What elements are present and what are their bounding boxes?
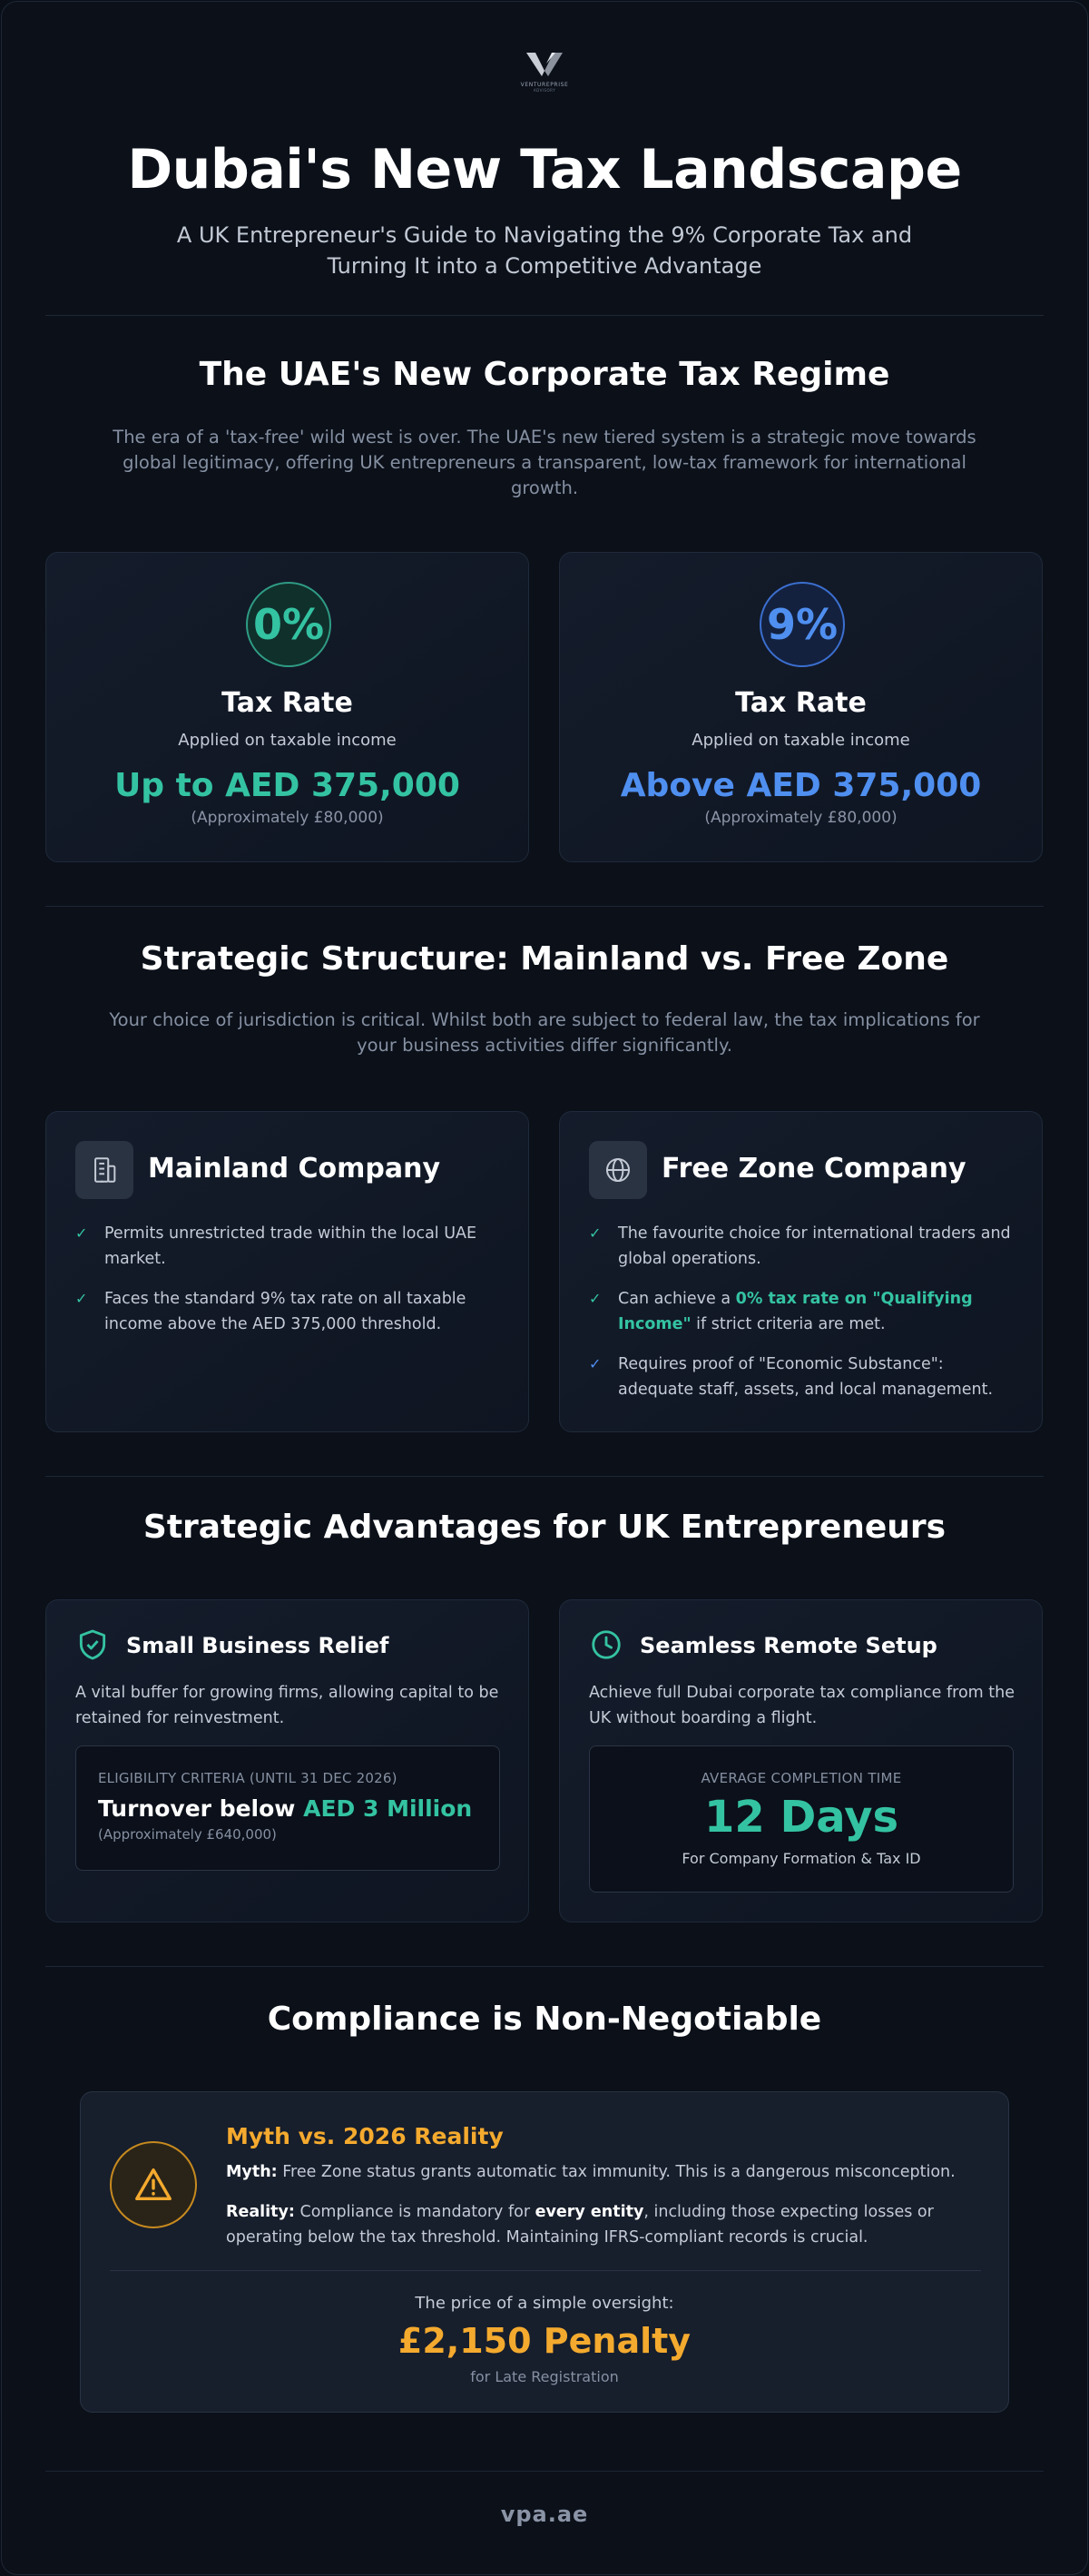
list-item: ✓ The favourite choice for international traders and global operations.: [589, 1221, 1015, 1272]
section-divider: [45, 315, 1044, 316]
page-subtitle: A UK Entrepreneur's Guide to Navigating the 9% Corporate Tax and Turning It into a Competitive Advantage: [176, 222, 913, 279]
rate-applied-text: Applied on taxable income: [178, 731, 397, 750]
penalty-sub: for Late Registration: [470, 2368, 619, 2385]
completion-value: 12 Days: [703, 1792, 899, 1843]
logo-text: VENTUREPRISE: [520, 82, 569, 88]
remote-title: Seamless Remote Setup: [640, 1633, 937, 1658]
section-divider: [45, 1966, 1044, 1967]
logo-mark-icon: [525, 49, 564, 80]
free-zone-company-card: [559, 1111, 1043, 1432]
compliance-section-title: Compliance is Non-Negotiable: [267, 2001, 822, 2038]
check-icon: ✓: [589, 1224, 602, 1242]
tax-rate-card-nine: [559, 552, 1043, 862]
turnover-threshold: AED 3 Million: [303, 1795, 473, 1822]
warning-icon: [110, 2141, 197, 2228]
check-icon: ✓: [589, 1290, 602, 1307]
advantages-section-title: Strategic Advantages for UK Entrepreneurs: [142, 1509, 947, 1546]
completion-time-box: [589, 1745, 1014, 1893]
mainland-features: [75, 1221, 502, 1352]
footer-website[interactable]: vpa.ae: [500, 2502, 589, 2527]
rate-badge: 0%: [246, 582, 331, 667]
reality-text: Reality: Compliance is mandatory for every entity, including those expecting losses or operating below the tax threshold. Maintaining IFRS-compliant records is crucial.: [226, 2203, 934, 2247]
rate-approx: (Approximately £80,000): [704, 809, 898, 827]
completion-sub: For Company Formation & Tax ID: [682, 1850, 921, 1867]
compliance-divider: [110, 2270, 981, 2271]
rate-label: Tax Rate: [735, 687, 867, 719]
free-zone-title: Free Zone Company: [662, 1153, 966, 1185]
free-zone-features: [589, 1221, 1015, 1417]
check-icon: ✓: [589, 1355, 602, 1372]
logo-subtext: ADVISORY: [533, 88, 556, 93]
eligibility-value: Turnover below AED 3 Million: [98, 1795, 473, 1822]
rate-threshold: Up to AED 375,000: [114, 767, 460, 804]
globe-icon: [589, 1141, 647, 1199]
compliance-card: [80, 2091, 1009, 2413]
mainland-company-card: [45, 1111, 529, 1432]
clock-icon: [589, 1627, 623, 1662]
tax-rate-card-zero: [45, 552, 529, 862]
mainland-title: Mainland Company: [148, 1153, 441, 1185]
shield-check-icon: [75, 1627, 110, 1662]
completion-label: AVERAGE COMPLETION TIME: [701, 1770, 902, 1786]
rate-threshold: Above AED 375,000: [620, 767, 982, 804]
eligibility-box: [75, 1745, 500, 1871]
relief-title: Small Business Relief: [126, 1633, 389, 1658]
remote-description: Achieve full Dubai corporate tax compliance from the UK without boarding a flight.: [589, 1684, 1015, 1727]
small-business-relief-card: [45, 1599, 529, 1922]
footer-divider: [45, 2471, 1044, 2472]
list-item: ✓ Faces the standard 9% tax rate on all taxable income above the AED 375,000 threshold.: [75, 1286, 502, 1337]
relief-description: A vital buffer for growing firms, allowing capital to be retained for reinvestment.: [75, 1684, 499, 1727]
regime-section-title: The UAE's New Corporate Tax Regime: [199, 356, 890, 393]
rate-badge: 9%: [760, 582, 845, 667]
eligibility-label: ELIGIBILITY CRITERIA (UNTIL 31 DEC 2026): [98, 1770, 397, 1786]
remote-setup-card: [559, 1599, 1043, 1922]
check-icon: ✓: [75, 1224, 88, 1242]
regime-section-description: The era of a 'tax-free' wild west is over. The UAE's new tiered system is a strategic move towards global legitimacy, offering UK entrepreneurs a transparent, low-tax framework for international growth.: [113, 427, 976, 498]
myth-title: Myth vs. 2026 Reality: [226, 2123, 504, 2149]
rate-applied-text: Applied on taxable income: [692, 731, 910, 750]
rate-label: Tax Rate: [221, 687, 353, 719]
list-item: ✓ Permits unrestricted trade within the local UAE market.: [75, 1221, 502, 1272]
myth-text: Myth: Free Zone status grants automatic tax immunity. This is a dangerous misconception.: [226, 2163, 956, 2181]
rate-approx: (Approximately £80,000): [191, 809, 384, 827]
check-icon: ✓: [75, 1290, 88, 1307]
eligibility-approx: (Approximately £640,000): [98, 1826, 277, 1843]
section-divider: [45, 906, 1044, 907]
list-item: ✓ Requires proof of "Economic Substance": adequate staff, assets, and local management.: [589, 1352, 1015, 1402]
penalty-amount: £2,150 Penalty: [397, 2321, 692, 2361]
structure-section-description: Your choice of jurisdiction is critical. Whilst both are subject to federal law, the tax implications for your business activities differ significantly.: [109, 1009, 980, 1056]
list-item: ✓ Can achieve a 0% tax rate on "Qualifying Income" if strict criteria are met.: [589, 1286, 1015, 1337]
structure-section-title: Strategic Structure: Mainland vs. Free Zone: [140, 940, 949, 978]
building-icon: [75, 1141, 133, 1199]
company-logo: [508, 49, 581, 102]
qualifying-income-highlight: 0% tax rate on "Qualifying Income": [618, 1290, 973, 1333]
page-title: Dubai's New Tax Landscape: [127, 138, 962, 202]
section-divider: [45, 1476, 1044, 1477]
price-label: The price of a simple oversight:: [415, 2294, 674, 2313]
